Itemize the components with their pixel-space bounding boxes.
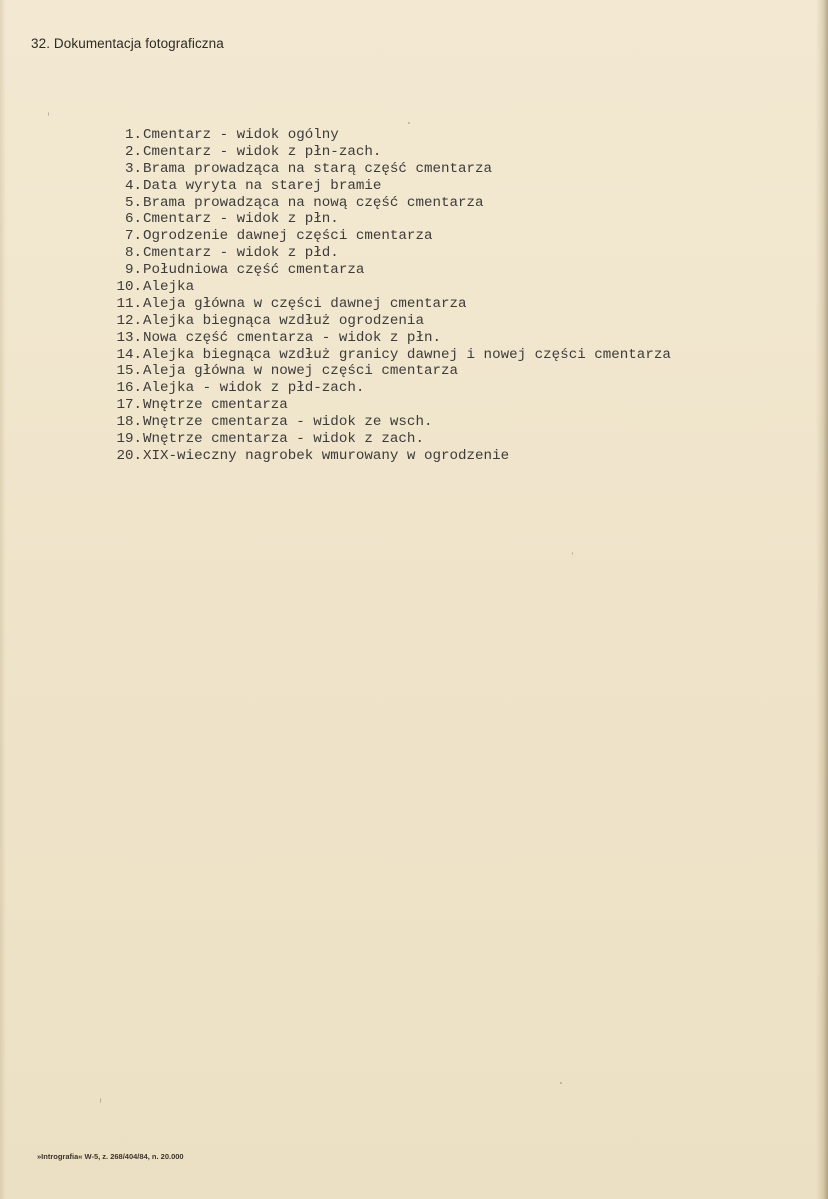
item-number: 18.: [116, 414, 142, 431]
printer-imprint: »Intrografia« W-5, z. 268/404/84, n. 20.000: [37, 1152, 184, 1161]
item-number: 13.: [116, 329, 142, 346]
list-item: [98, 363, 671, 380]
list-item: [98, 228, 671, 245]
list-item: [98, 448, 671, 465]
item-description: Data wyryta na starej bramie: [143, 177, 382, 194]
paper-speck: [100, 1098, 101, 1103]
item-number: 3.: [124, 160, 142, 177]
item-description: Alejka biegnąca wzdłuż ogrodzenia: [143, 312, 424, 329]
item-description: Alejka biegnąca wzdłuż granicy dawnej i nowej części cmentarza: [143, 346, 671, 363]
item-number: 14.: [116, 346, 142, 363]
paper-speck: [572, 552, 573, 555]
item-description: Wnętrze cmentarza: [143, 397, 288, 414]
item-description: Alejka - widok z płd-zach.: [143, 380, 365, 397]
list-item: [98, 397, 671, 414]
list-item: [98, 262, 671, 279]
item-description: Wnętrze cmentarza - widok ze wsch.: [143, 414, 433, 431]
item-description: Aleja główna w części dawnej cmentarza: [143, 295, 467, 312]
item-number: 17.: [116, 397, 142, 414]
list-item: [98, 313, 671, 330]
list-item: [98, 330, 671, 347]
list-item: [98, 279, 671, 296]
item-description: Cmentarz - widok z płd.: [143, 245, 339, 262]
item-description: XIX-wieczny nagrobek wmurowany w ogrodzenie: [143, 447, 510, 464]
item-number: 1.: [124, 127, 142, 143]
item-number: 9.: [124, 262, 142, 279]
page-header: 32. Dokumentacja fotograficzna: [31, 36, 224, 51]
item-number: 10.: [116, 279, 142, 296]
item-description: Cmentarz - widok z płn.: [143, 211, 339, 228]
page-edge-right: [816, 0, 828, 1199]
paper-speck: [560, 1082, 562, 1084]
item-description: Brama prowadząca na starą część cmentarza: [143, 160, 493, 177]
list-item: [98, 127, 671, 144]
item-description: Południowa część cmentarza: [143, 262, 365, 279]
item-number: 20.: [116, 447, 142, 464]
item-description: Cmentarz - widok z płn-zach.: [143, 143, 382, 160]
list-item: [98, 144, 671, 161]
list-item: [98, 347, 671, 364]
list-item: [98, 161, 671, 178]
list-item: [98, 195, 671, 212]
item-number: 12.: [116, 312, 142, 329]
list-item: [98, 211, 671, 228]
item-number: 8.: [124, 245, 142, 262]
list-item: [98, 380, 671, 397]
list-item: [98, 178, 671, 195]
item-number: 15.: [116, 363, 142, 380]
item-number: 4.: [124, 177, 142, 194]
item-number: 2.: [124, 143, 142, 160]
item-description: Brama prowadząca na nową część cmentarza: [143, 194, 484, 211]
page-edge-left: [0, 0, 6, 1199]
item-description: Alejka: [143, 279, 195, 296]
item-number: 6.: [124, 211, 142, 228]
paper-speck: [48, 112, 49, 116]
item-description: Wnętrze cmentarza - widok z zach.: [143, 431, 424, 448]
item-number: 11.: [116, 295, 142, 312]
item-description: Ogrodzenie dawnej części cmentarza: [143, 228, 433, 245]
item-number: 16.: [116, 380, 142, 397]
list-item: [98, 296, 671, 313]
item-description: Nowa część cmentarza - widok z płn.: [143, 329, 441, 346]
item-description: Aleja główna w nowej części cmentarza: [143, 363, 459, 380]
item-number: 19.: [116, 431, 142, 448]
item-number: 5.: [124, 194, 142, 211]
item-number: 7.: [124, 228, 142, 245]
list-item: [98, 431, 671, 448]
photo-documentation-list: [98, 127, 671, 465]
paper-speck: [408, 122, 410, 124]
item-description: Cmentarz - widok ogólny: [143, 127, 339, 143]
list-item: [98, 245, 671, 262]
list-item: [98, 414, 671, 431]
